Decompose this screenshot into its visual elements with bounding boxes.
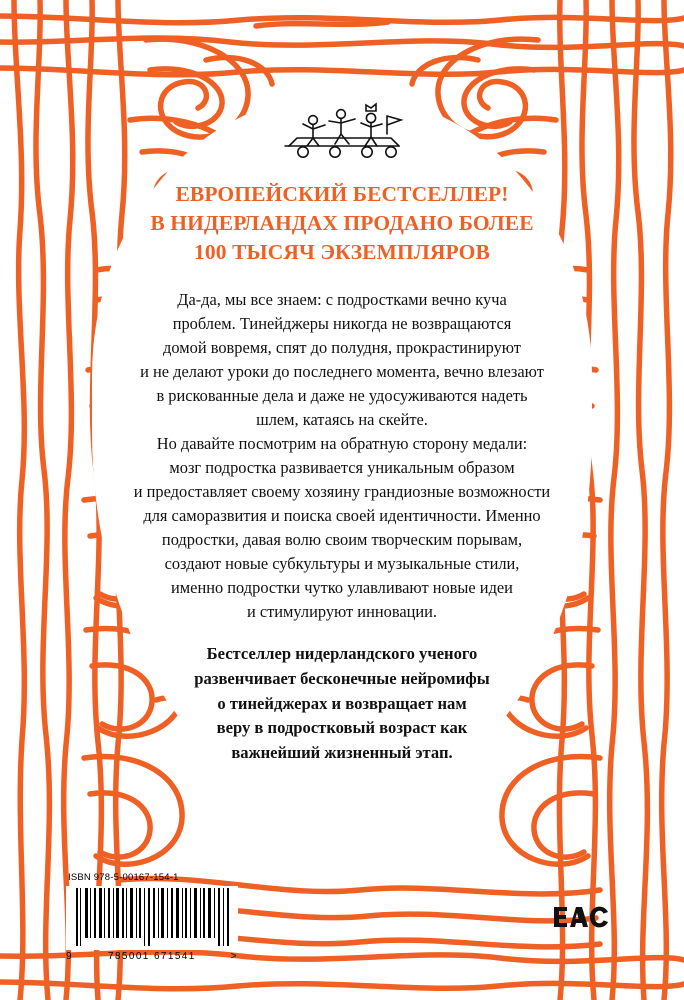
- headline-line-3: 100 ТЫСЯЧ ЭКЗЕМПЛЯРОВ: [194, 239, 490, 264]
- blurb-line: Да-да, мы все знаем: с подростками вечно куча: [177, 290, 507, 310]
- barcode-digits: [66, 951, 238, 962]
- blurb-line: домой вовремя, спят до полудня, прокрастинируют: [163, 338, 521, 358]
- publisher-colophon-icon: [267, 100, 417, 162]
- blurb-paragraph: [92, 288, 592, 623]
- isbn-barcode-block: [66, 872, 246, 962]
- barcode-digit-right: >: [230, 951, 238, 962]
- barcode-image: [66, 886, 238, 950]
- blurb-line: именно подростки чутко улавливают новые идеи: [171, 577, 513, 597]
- blurb-line: проблем. Тинейджеры никогда не возвращаются: [172, 314, 512, 334]
- blurb-line: Но давайте посмотрим на обратную сторону медали:: [156, 434, 528, 454]
- closing-line: Бестселлер нидерландского ученого: [206, 643, 478, 663]
- blurb-line: в рискованные дела и даже не удосуживаются надеть: [156, 386, 528, 406]
- blurb-line: шлем, катаясь на скейте.: [256, 410, 428, 430]
- headline: [92, 180, 592, 266]
- eac-conformity-mark-icon: [552, 904, 610, 938]
- closing-line: о тинейджерах и возвращает нам: [217, 693, 467, 713]
- blurb-line: и стимулируют инновации.: [246, 601, 438, 621]
- headline-line-1: ЕВРОПЕЙСКИЙ БЕСТСЕЛЛЕР!: [175, 182, 509, 206]
- closing-line: развенчивает бесконечные нейромифы: [194, 668, 490, 688]
- closing-line: веру в подростковый возраст как: [216, 718, 468, 738]
- back-cover-content: [92, 100, 592, 766]
- blurb-line: подростки, давая волю своим творческим порывам,: [161, 529, 523, 549]
- closing-line: важнейший жизненный этап.: [231, 743, 453, 763]
- headline-line-2: В НИДЕРЛАНДАХ ПРОДАНО БОЛЕЕ: [150, 210, 534, 235]
- closing-statement: [92, 642, 592, 766]
- blurb-line: для саморазвития и поиска своей идентичности. Именно: [143, 505, 541, 525]
- blurb-line: создают новые субкультуры и музыкальные стили,: [164, 553, 520, 573]
- blurb-line: и не делают уроки до последнего момента, вечно влезают: [140, 362, 544, 382]
- barcode-digit-left: 9: [66, 951, 73, 962]
- blurb-line: мозг подростка развивается уникальным образом: [169, 458, 515, 478]
- blurb-line: и предоставляет своему хозяину грандиозные возможности: [133, 482, 551, 502]
- isbn-label: ISBN 978-5-00167-154-1: [68, 872, 179, 883]
- barcode-digit-main: 785001 671541: [108, 951, 196, 962]
